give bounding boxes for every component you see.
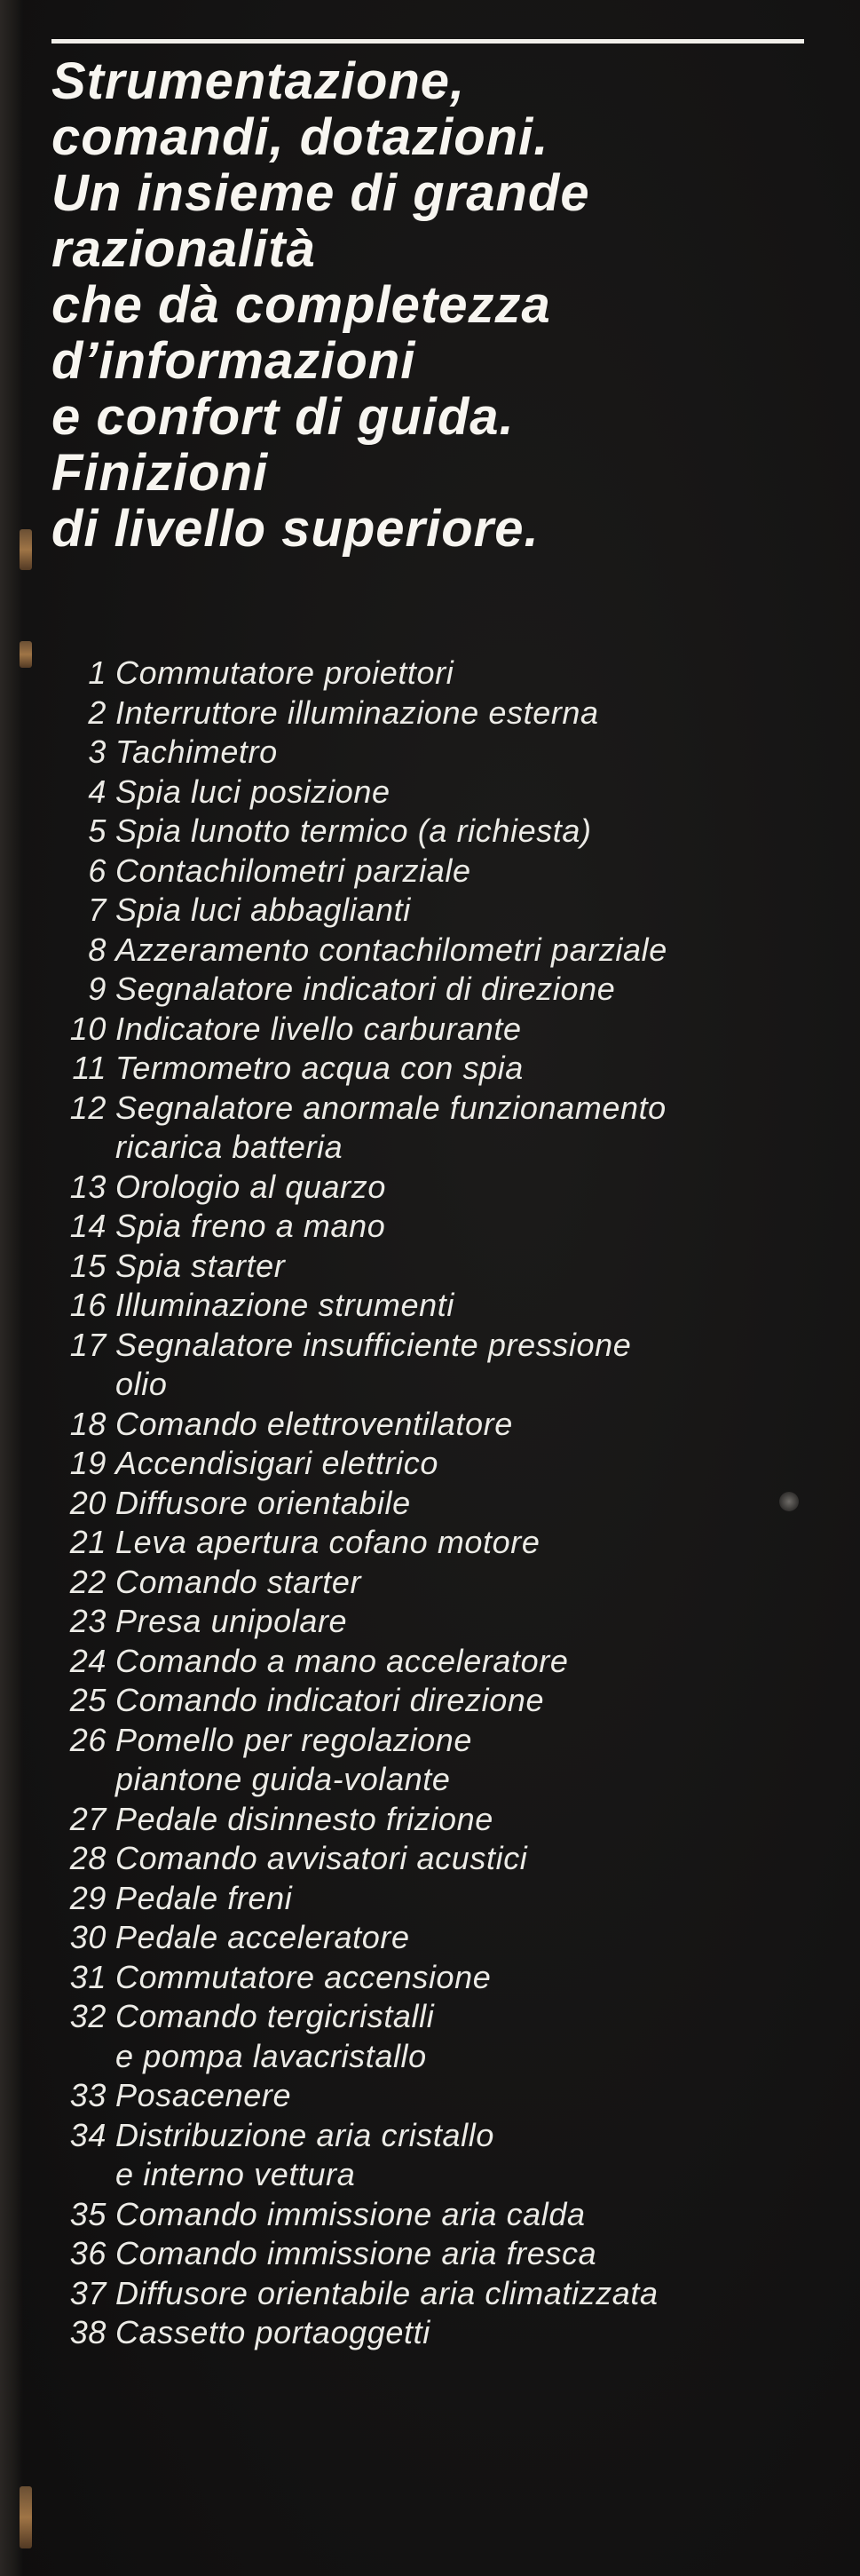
legend-item [51, 1523, 850, 1563]
legend-item-number: 27 [69, 1800, 107, 1837]
legend-item-number: 11 [72, 1050, 107, 1086]
legend-item-text: Accendisigari elettrico [115, 1445, 438, 1481]
legend-item-text: Comando immissione aria fresca [115, 2235, 597, 2271]
legend-item [51, 970, 850, 1010]
binding-staple-bottom [20, 2486, 32, 2548]
legend-item [51, 1602, 850, 1642]
legend-item [51, 1049, 850, 1089]
legend-item-number: 3 [88, 733, 107, 770]
legend-item-label [115, 1524, 540, 1560]
legend-item-text: Commutatore accensione [115, 1958, 492, 1995]
legend-item [51, 812, 850, 852]
legend-item-label [115, 1919, 410, 1955]
legend-item-text: Spia freno a mano [115, 1208, 386, 1244]
headline-line: comandi, dotazioni. [51, 108, 549, 166]
legend-item [51, 1247, 850, 1287]
legend-item-label [115, 1406, 513, 1442]
legend-item [51, 1563, 850, 1603]
legend-item-label [115, 1682, 544, 1718]
legend-item [51, 1721, 850, 1800]
legend-item-label [115, 1090, 850, 1168]
legend-item-label [115, 1208, 385, 1244]
legend-item-number: 36 [69, 2235, 107, 2271]
legend-item-number: 1 [88, 654, 107, 691]
legend-item-label [115, 1959, 491, 1995]
legend-item-text-continued: e pompa lavacristallo [115, 2037, 427, 2074]
legend-item-number: 28 [69, 1840, 107, 1876]
legend-item [51, 2076, 850, 2116]
legend-item-text-continued: olio [115, 1366, 168, 1402]
legend-item [51, 1642, 850, 1682]
legend-item-number: 38 [69, 2314, 107, 2350]
legend-item [51, 1089, 850, 1168]
top-rule [51, 39, 804, 44]
legend-item [51, 852, 850, 892]
headline-line: razionalità [51, 220, 316, 278]
legend-item-label [115, 1485, 411, 1521]
legend-item-text: Segnalatore anormale funzionamento [115, 1089, 667, 1126]
legend-item-label [115, 654, 454, 691]
legend-item-number: 6 [88, 852, 107, 889]
legend-item-label [115, 1643, 568, 1679]
legend-item-text: Spia lunotto termico (a richiesta) [115, 812, 592, 849]
legend-item-number: 31 [69, 1958, 107, 1995]
legend-item [51, 733, 850, 773]
legend-item [51, 1918, 850, 1958]
legend-item-label [115, 2077, 291, 2113]
legend-item-text: Pedale disinnesto frizione [115, 1800, 493, 1837]
headline [51, 53, 832, 557]
legend-item-text: Orologio al quarzo [115, 1168, 386, 1205]
legend-item-label [115, 1840, 527, 1876]
legend-item-text: Comando avvisatori acustici [115, 1840, 528, 1876]
legend-item-text: Comando a mano acceleratore [115, 1642, 569, 1679]
legend-item-label [115, 1564, 361, 1600]
legend-item-label [115, 2117, 850, 2195]
legend-item [51, 1168, 850, 1208]
legend-item-text: Distribuzione aria cristallo [115, 2116, 494, 2153]
legend-item [51, 1207, 850, 1247]
legend-item-text: Pedale acceleratore [115, 1919, 410, 1955]
legend-item-label [115, 1248, 285, 1284]
legend-item-text: Comando elettroventilatore [115, 1405, 513, 1442]
legend-item-label [115, 1011, 522, 1047]
legend-item-number: 16 [69, 1287, 107, 1323]
legend-item-number: 15 [69, 1247, 107, 1284]
legend-item-label [115, 1603, 347, 1639]
legend-item-label [115, 1287, 454, 1323]
legend-item [51, 2116, 850, 2195]
legend-item-number: 22 [69, 1563, 107, 1600]
legend-item [51, 2274, 850, 2314]
legend-item-label [115, 1722, 850, 1800]
legend-item [51, 773, 850, 812]
headline-line: e confort di guida. [51, 388, 515, 446]
legend-item-number: 35 [69, 2195, 107, 2232]
legend-item-label [115, 1880, 292, 1916]
legend-item [51, 1484, 850, 1524]
legend-item-text: Diffusore orientabile aria climatizzata [115, 2274, 659, 2311]
legend-item-text: Illuminazione strumenti [115, 1287, 454, 1323]
binding-staple-top [20, 529, 32, 570]
headline-line: d’informazioni [51, 332, 416, 390]
legend-item-number: 13 [69, 1168, 107, 1205]
legend-item-label [115, 1445, 438, 1481]
legend-item-number: 2 [88, 694, 107, 731]
legend-item-label [115, 773, 391, 810]
legend-item-number: 19 [69, 1445, 107, 1481]
legend-item-text: Spia starter [115, 1247, 286, 1284]
headline-line: che dà completezza [51, 276, 551, 334]
legend-item [51, 1839, 850, 1879]
legend-item-number: 26 [69, 1721, 107, 1758]
legend-item-number: 30 [69, 1919, 107, 1955]
legend-item-text: Posacenere [115, 2077, 292, 2113]
legend-item-number: 21 [69, 1524, 107, 1560]
legend-item-number: 29 [69, 1879, 107, 1916]
legend-item-number: 37 [69, 2274, 107, 2311]
legend-item-number: 20 [69, 1484, 107, 1521]
legend-item-number: 4 [88, 773, 107, 810]
legend-item [51, 654, 850, 694]
legend-item-text: Azzeramento contachilometri parziale [115, 931, 667, 968]
legend-item-label [115, 1801, 493, 1837]
legend-item-number: 10 [69, 1010, 107, 1047]
legend-item-text: Comando starter [115, 1563, 362, 1600]
legend-item-text-continued: piantone guida-volante [115, 1761, 451, 1797]
legend-item-number: 14 [69, 1208, 107, 1244]
legend-item-number: 32 [69, 1998, 107, 2034]
legend-item-label [115, 2196, 586, 2232]
legend-item-text-continued: e interno vettura [115, 2156, 356, 2192]
legend-item-label [115, 852, 471, 889]
legend-item-text: Commutatore proiettori [115, 654, 454, 691]
legend-item-text: Spia luci abbaglianti [115, 892, 411, 928]
legend-item-label [115, 1998, 850, 2076]
legend-item-text: Termometro acqua con spia [115, 1050, 524, 1086]
legend-item [51, 1681, 850, 1721]
legend-item [51, 2234, 850, 2274]
legend-item-text: Leva apertura cofano motore [115, 1524, 540, 1560]
legend-item-label [115, 2314, 430, 2350]
legend-item-number: 18 [69, 1405, 107, 1442]
legend-item [51, 1800, 850, 1840]
legend-item-text-continued: ricarica batteria [115, 1129, 343, 1165]
legend-item [51, 2313, 850, 2353]
legend-item-number: 9 [88, 971, 107, 1007]
legend-item-label [115, 2235, 596, 2271]
legend-item-text: Indicatore livello carburante [115, 1010, 522, 1047]
legend-item-number: 7 [88, 892, 107, 928]
legend-item [51, 1286, 850, 1326]
legend-item-text: Comando tergicristalli [115, 1998, 435, 2034]
legend-item-number: 34 [69, 2116, 107, 2153]
headline-line: Finizioni [51, 444, 269, 502]
headline-line: Un insieme di grande [51, 164, 590, 222]
legend-item-label [115, 1050, 524, 1086]
legend-item-label [115, 971, 615, 1007]
legend-item [51, 1405, 850, 1445]
legend-item-text: Segnalatore indicatori di direzione [115, 971, 616, 1007]
legend-item-label [115, 812, 592, 849]
legend-item-text: Tachimetro [115, 733, 278, 770]
legend-item-number: 8 [88, 931, 107, 968]
legend-item-number: 23 [69, 1603, 107, 1639]
legend-item-text: Pedale freni [115, 1879, 293, 1916]
legend-item-label [115, 733, 278, 770]
legend-item-number: 24 [69, 1642, 107, 1679]
legend-item [51, 1010, 850, 1050]
headline-line: di livello superiore. [51, 500, 540, 558]
legend-item [51, 1997, 850, 2076]
legend-item-text: Contachilometri parziale [115, 852, 471, 889]
legend-item-label [115, 1169, 386, 1205]
legend-item-text: Segnalatore insufficiente pressione [115, 1326, 632, 1363]
legend-item [51, 2195, 850, 2235]
legend-item-text: Comando immissione aria calda [115, 2195, 586, 2232]
binding-staple-middle [20, 641, 32, 668]
print-speck [779, 1492, 799, 1511]
legend-item [51, 931, 850, 971]
headline-line: Strumentazione, [51, 52, 466, 110]
page-binding-edge [0, 0, 23, 2576]
legend-item-label [115, 892, 411, 928]
legend-item-text: Pomello per regolazione [115, 1721, 473, 1758]
legend-item [51, 1879, 850, 1919]
legend-item-text: Interruttore illuminazione esterna [115, 694, 599, 731]
legend-item [51, 694, 850, 733]
legend-item-label [115, 931, 667, 968]
legend-item-text: Spia luci posizione [115, 773, 391, 810]
legend-item [51, 1444, 850, 1484]
legend-item-text: Comando indicatori direzione [115, 1682, 545, 1718]
legend-item-label [115, 694, 599, 731]
legend-item-text: Diffusore orientabile [115, 1484, 411, 1521]
legend-item-number: 25 [69, 1682, 107, 1718]
legend-item-label [115, 1327, 850, 1405]
legend-item-text: Cassetto portaoggetti [115, 2314, 430, 2350]
legend-item [51, 891, 850, 931]
legend-item [51, 1326, 850, 1405]
numbered-legend-list [51, 654, 850, 2353]
legend-item-number: 17 [69, 1326, 107, 1363]
legend-item-number: 12 [69, 1089, 107, 1126]
legend-item-label [115, 2275, 659, 2311]
legend-item-number: 33 [69, 2077, 107, 2113]
legend-item-text: Presa unipolare [115, 1603, 348, 1639]
legend-item-number: 5 [88, 812, 107, 849]
legend-item [51, 1958, 850, 1998]
